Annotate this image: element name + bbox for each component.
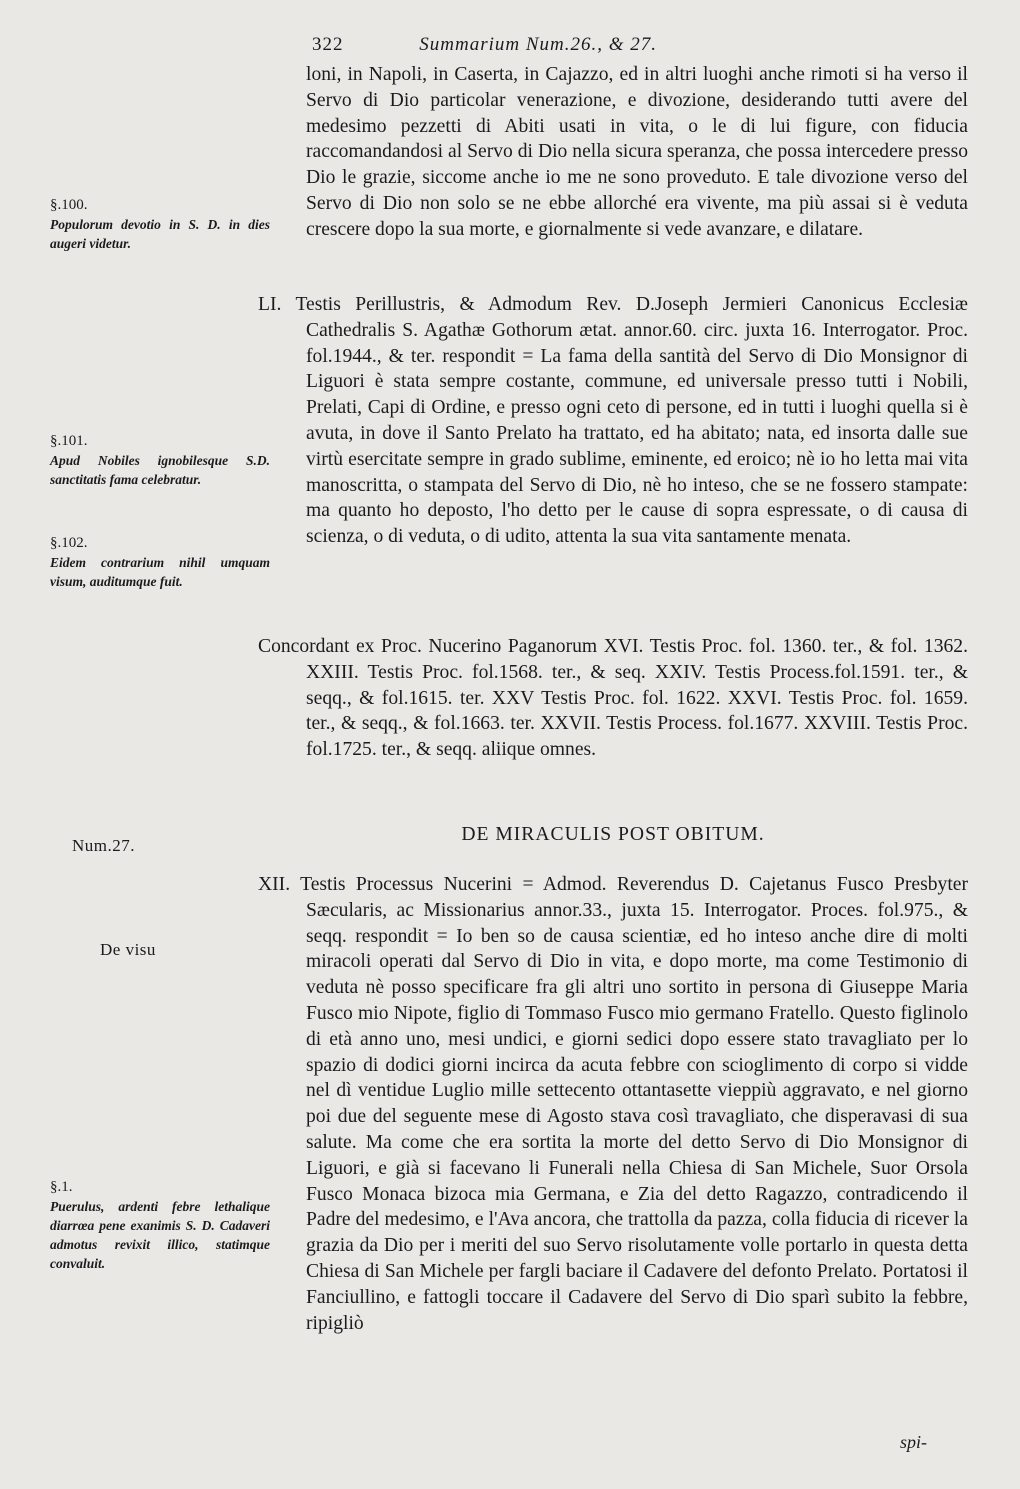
margin-de-visu: De visu xyxy=(100,940,156,959)
page-header xyxy=(312,34,912,56)
running-title: Summarium Num.26., & 27. xyxy=(419,34,658,55)
margin-note-101 xyxy=(50,432,270,489)
paragraph-text: XII. Testis Processus Nucerini = Admod. Reverendus D. Cajetanus Fusco Presbyter Sæcularis, ac Missionarius annor.33., juxta 15. Interrogator. Proces. fol.975., & seqq. respondit = Io ben so de causa scientiæ, ed ho inteso anche dire di molti miracoli operati dal Servo di Dio in vita, e dopo morte, ma come Testimonio di veduta nè posso specificare fra gli altri uno sortito in persona di Giuseppe Maria Fusco mio Nipote, figlio di Tommaso Fusco mio germano Fratello. Questo figlinolo di età anno uno, mesi undici, e giorni sedici dopo essere stato travagliato per lo spazio di dodici giorni incirca da acuta febbre con scioglimento di corpo si vidde nel dì ventidue Luglio mille settecento ottantasette vieppiù aggravato, e nel giorno poi due del seguente mese di Agosto stava così travagliato, che disperavasi di sua salute. Ma come che era sortita la morte del detto Servo di Dio Monsignor di Liguori, e già si facevano li Funerali nella Chiesa di San Michele, Suor Orsola Fusco Monaca bizoca mia Germana, e Zia del detto Ragazzo, contradicendo il Padre del medesimo, e l'Ava ancora, che trattolla da pazza, colla fiducia di ricever la grazia da Dio per i meriti del suo Servo risolutamente volle portarlo in questa detta Chiesa di San Michele per fargli baciare il Cadavere del defonto Prelato. Portatosi il Fanciullino, e fattogli toccare il Cadavere del Servo di Dio sparì subito la febbre, ripigliò xyxy=(258,874,968,1334)
margin-note-text: Populorum devotio in S. D. in dies augeri videtur. xyxy=(50,217,270,251)
margin-note-100 xyxy=(50,196,270,253)
margin-note-number: §.1. xyxy=(50,1179,73,1195)
testimony-xii xyxy=(258,872,968,1336)
paragraph-text: Concordant ex Proc. Nucerino Paganorum XVI. Testis Proc. fol. 1360. ter., & fol. 1362. XXIII. Testis Proc. fol.1568. ter., & seq. XXIV. Testis Process.fol.1591. ter., & seqq., & fol.1615. ter. XXV Testis Proc. fol. 1622. XXVI. Testis Proc. fol. 1659. ter., & seqq., & fol.1663. ter. XXVII. Testis Process. fol.1677. XXVIII. Testis Proc. fol.1725. ter., & seqq. aliique omnes. xyxy=(258,636,968,761)
margin-note-number: §.102. xyxy=(50,535,88,551)
concordant-paragraph xyxy=(258,634,968,763)
paragraph-text: loni, in Napoli, in Caserta, in Cajazzo, ed in altri luoghi anche rimoti si ha verso il Servo di Dio particolar venerazione, e divozione, desiderando tutti avere del medesimo pezzetti di Abiti usati in vita, o le di lui figure, con fiducia raccomandandosi al Servo di Dio nella sicura speranza, che possa intercedere presso Dio le grazie, siccome anche io me ne sono proveduto. E tale divozione verso del Servo di Dio non solo se ne ebbe allorché era vivente, ma più assai si è veduta crescere dopo la sua morte, e giornalmente si vede avanzare, e dilatare. xyxy=(306,64,968,240)
section-heading xyxy=(258,822,968,848)
margin-note-text: Apud Nobiles ignobilesque S.D. sanctitatis fama celebratur. xyxy=(50,453,270,487)
paragraph-continuation xyxy=(306,62,968,243)
testimony-li xyxy=(258,292,968,550)
margin-note-text: Puerulus, ardenti febre lethalique diarrœa pene exanimis S. D. Cadaveri admotus revixit illico, statimque convaluit. xyxy=(50,1199,270,1271)
paragraph-text: LI. Testis Perillustris, & Admodum Rev. D.Joseph Jermieri Canonicus Ecclesiæ Cathedralis S. Agathæ Gothorum ætat. annor.60. circ. juxta 16. Interrogator. Proc. fol.1944., & ter. respondit = La fama della santità del Servo di Dio Monsignor di Liguori è stata sempre costante, commune, ed universale presso tutti i Nobili, Prelati, Capi di Ordine, e presso ogni ceto di persone, ed in tutti i luoghi quella si è avuta, in dove il Santo Prelato ha trattato, ed ha abitato; nata, ed insorta dalle sue virtù esercitate sempre in grado sublime, eminente, ed eroico; nè io ho letta mai vita manoscritta, o stampata del Servo di Dio, nè ho inteso, che se ne fossero stampate: ma quanto ho deposto, l'ho detto per le cause di sopra espressate, o di causa di scienza, o di veduta, o di udito, attenta la sua vita santamente menata. xyxy=(258,294,968,548)
margin-note-number: §.101. xyxy=(50,433,88,449)
margin-note-number: §.100. xyxy=(50,197,88,213)
margin-note-102 xyxy=(50,534,270,591)
margin-note-1 xyxy=(50,1178,270,1273)
catchword: spi- xyxy=(900,1432,927,1452)
margin-note-text: Eidem contrarium nihil umquam visum, auditumque fuit. xyxy=(50,555,270,589)
page-number: 322 xyxy=(312,34,344,55)
margin-num-27: Num.27. xyxy=(72,836,135,855)
heading-text: DE MIRACULIS POST OBITUM. xyxy=(461,824,765,845)
